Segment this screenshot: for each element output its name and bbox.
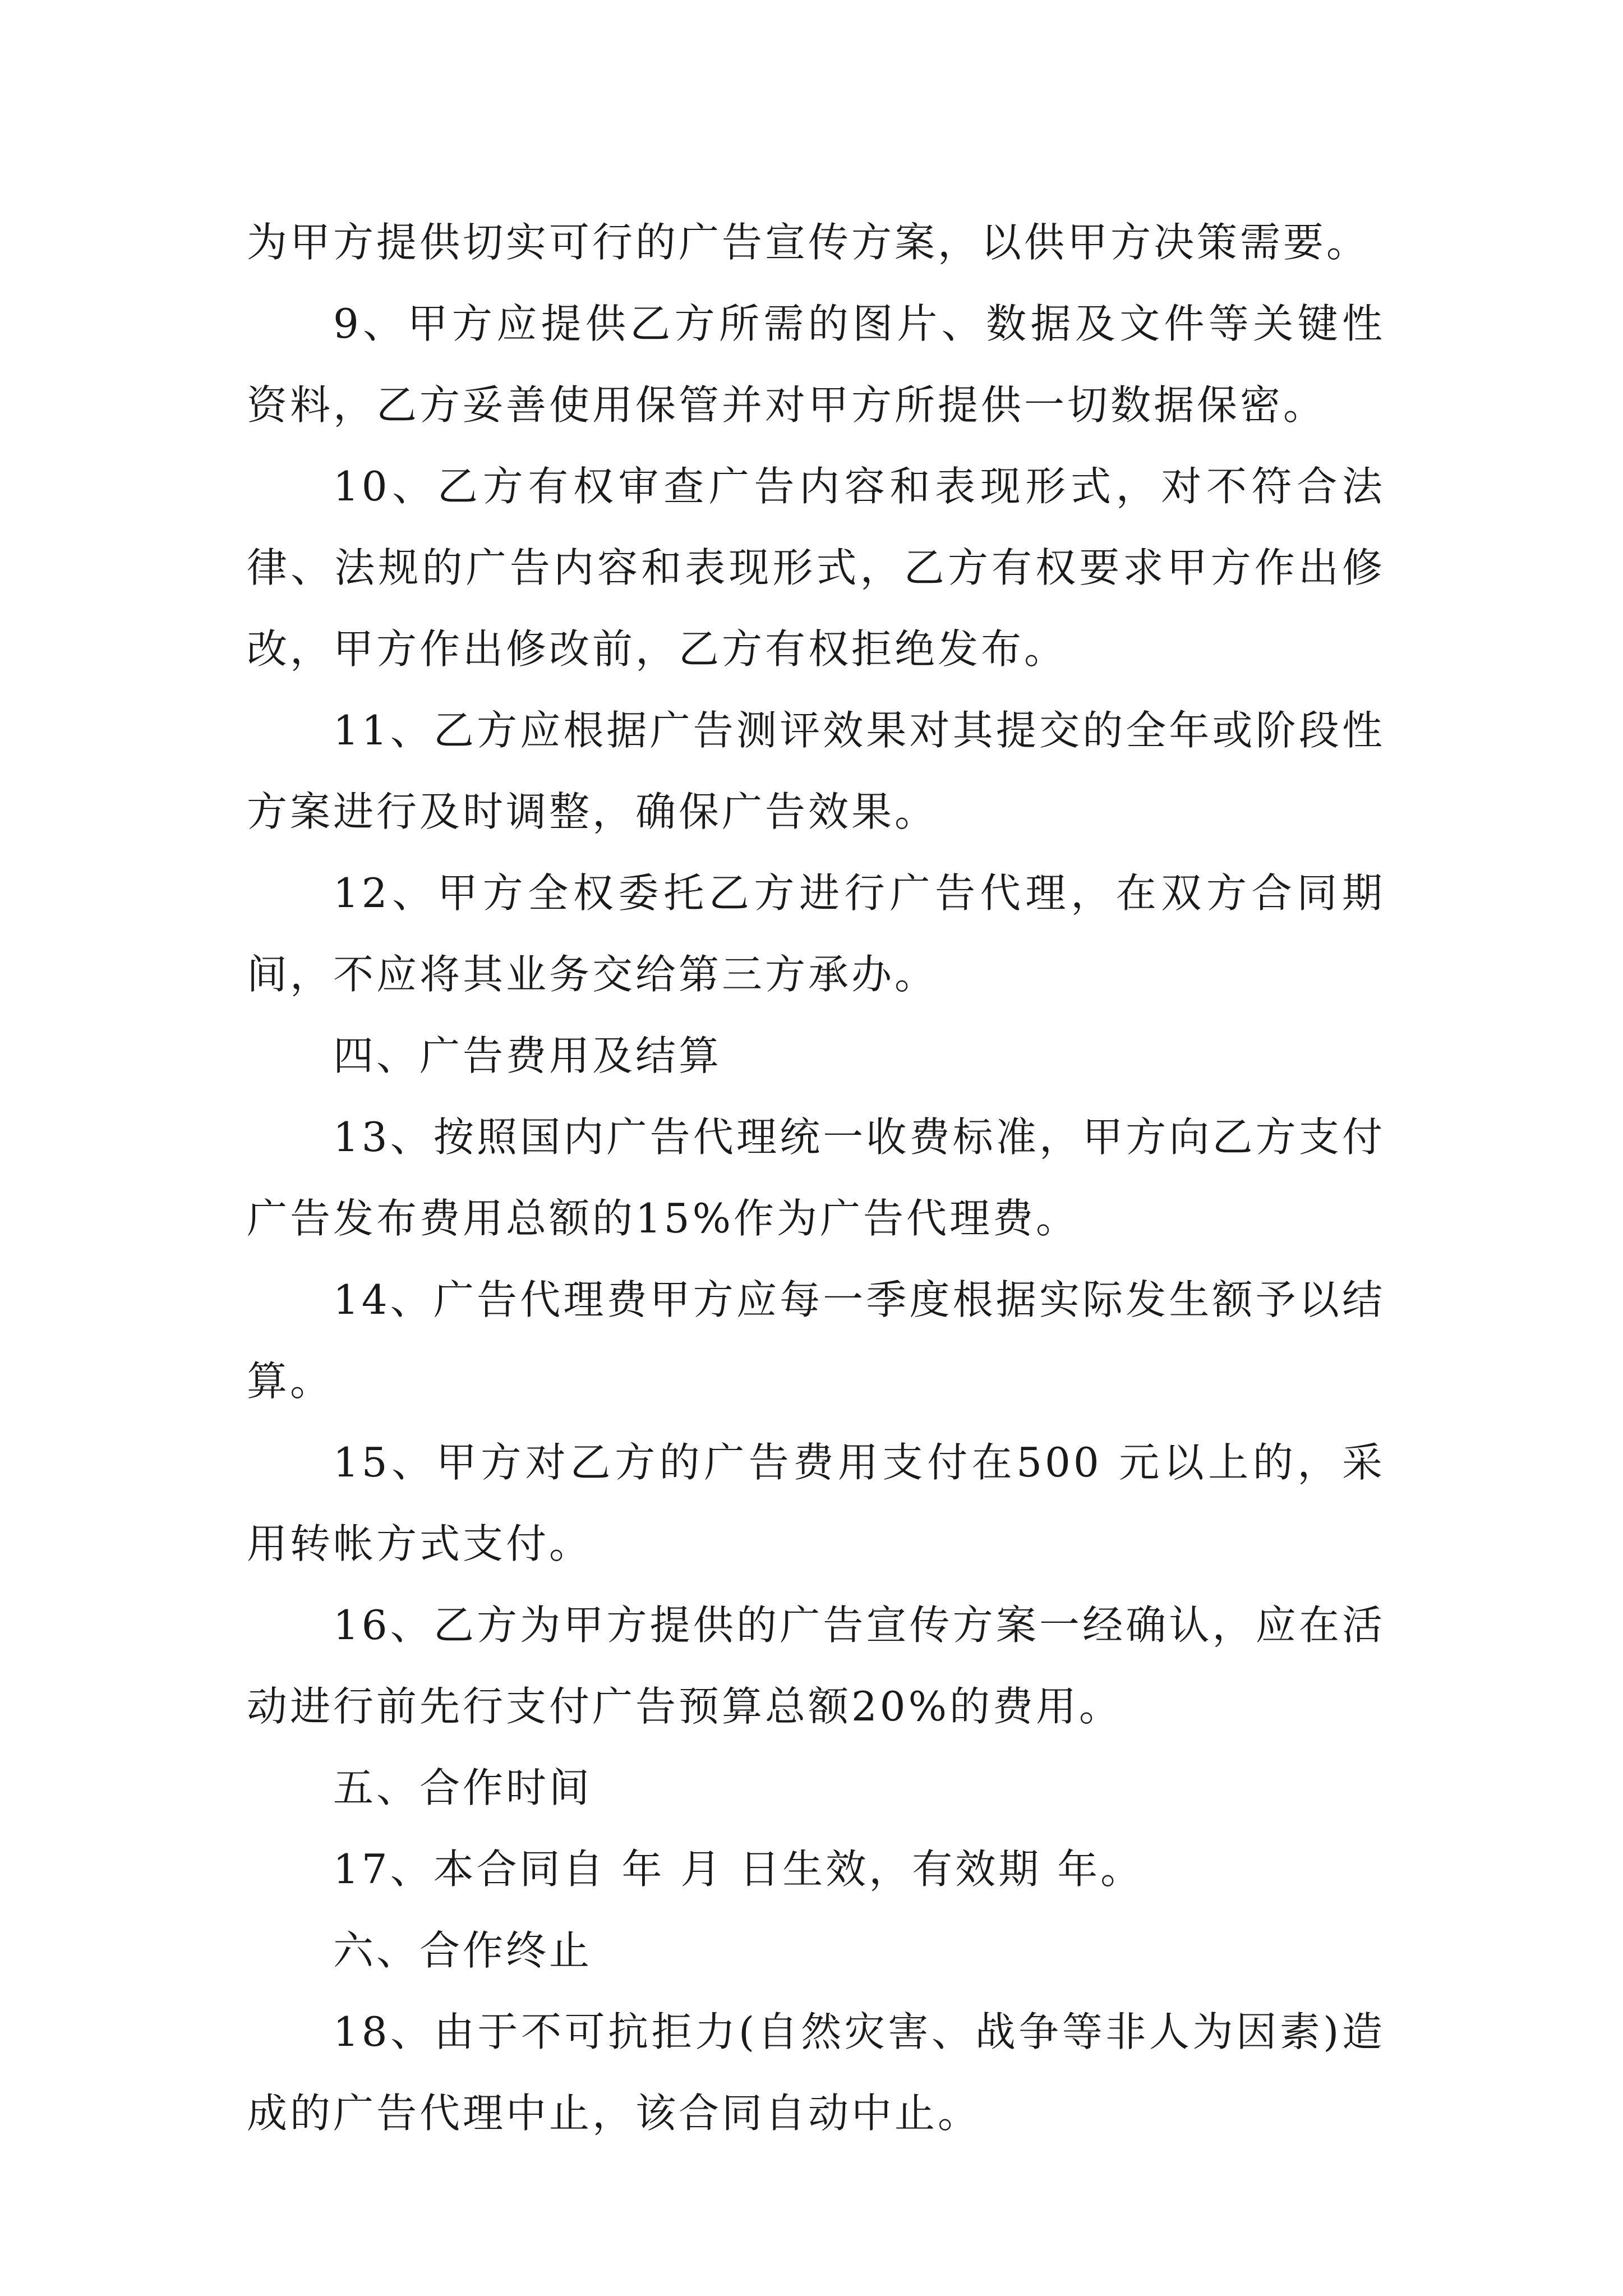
clause-10: 10、乙方有权审查广告内容和表现形式，对不符合法律、法规的广告内容和表现形式，乙方有权要求甲方作出修改，甲方作出修改前，乙方有权拒绝发布。 <box>247 463 1385 673</box>
clause-16: 16、乙方为甲方提供的广告宣传方案一经确认，应在活动进行前先行支付广告预算总额20%的费用。 <box>247 1602 1385 1730</box>
clause-14: 14、广告代理费甲方应每一季度根据实际发生额予以结算。 <box>247 1276 1385 1405</box>
section-heading-term: 五、合作时间 <box>333 1764 593 1811</box>
section-heading-fees: 四、广告费用及结算 <box>333 1032 722 1079</box>
section-heading-termination: 六、合作终止 <box>333 1927 593 1974</box>
clause-11: 11、乙方应根据广告测评效果对其提交的全年或阶段性方案进行及时调整，确保广告效果。 <box>247 707 1385 835</box>
clause-15: 15、甲方对乙方的广告费用支付在500 元以上的，采用转帐方式支付。 <box>247 1439 1385 1567</box>
clause-12: 12、甲方全权委托乙方进行广告代理，在双方合同期间，不应将其业务交给第三方承办。 <box>247 869 1385 998</box>
paragraph-continuation: 为甲方提供切实可行的广告宣传方案，以供甲方决策需要。 <box>247 219 1370 266</box>
document-body <box>247 202 1385 2154</box>
clause-18: 18、由于不可抗拒力(自然灾害、战争等非人为因素)造成的广告代理中止，该合同自动中止。 <box>247 2008 1385 2137</box>
clause-9: 9、甲方应提供乙方所需的图片、数据及文件等关键性资料，乙方妥善使用保管并对甲方所提供一切数据保密。 <box>247 300 1385 429</box>
clause-13: 13、按照国内广告代理统一收费标准，甲方向乙方支付广告发布费用总额的15%作为广告代理费。 <box>247 1114 1385 1242</box>
clause-17: 17、本合同自 年 月 日生效，有效期 年。 <box>333 1846 1144 1893</box>
